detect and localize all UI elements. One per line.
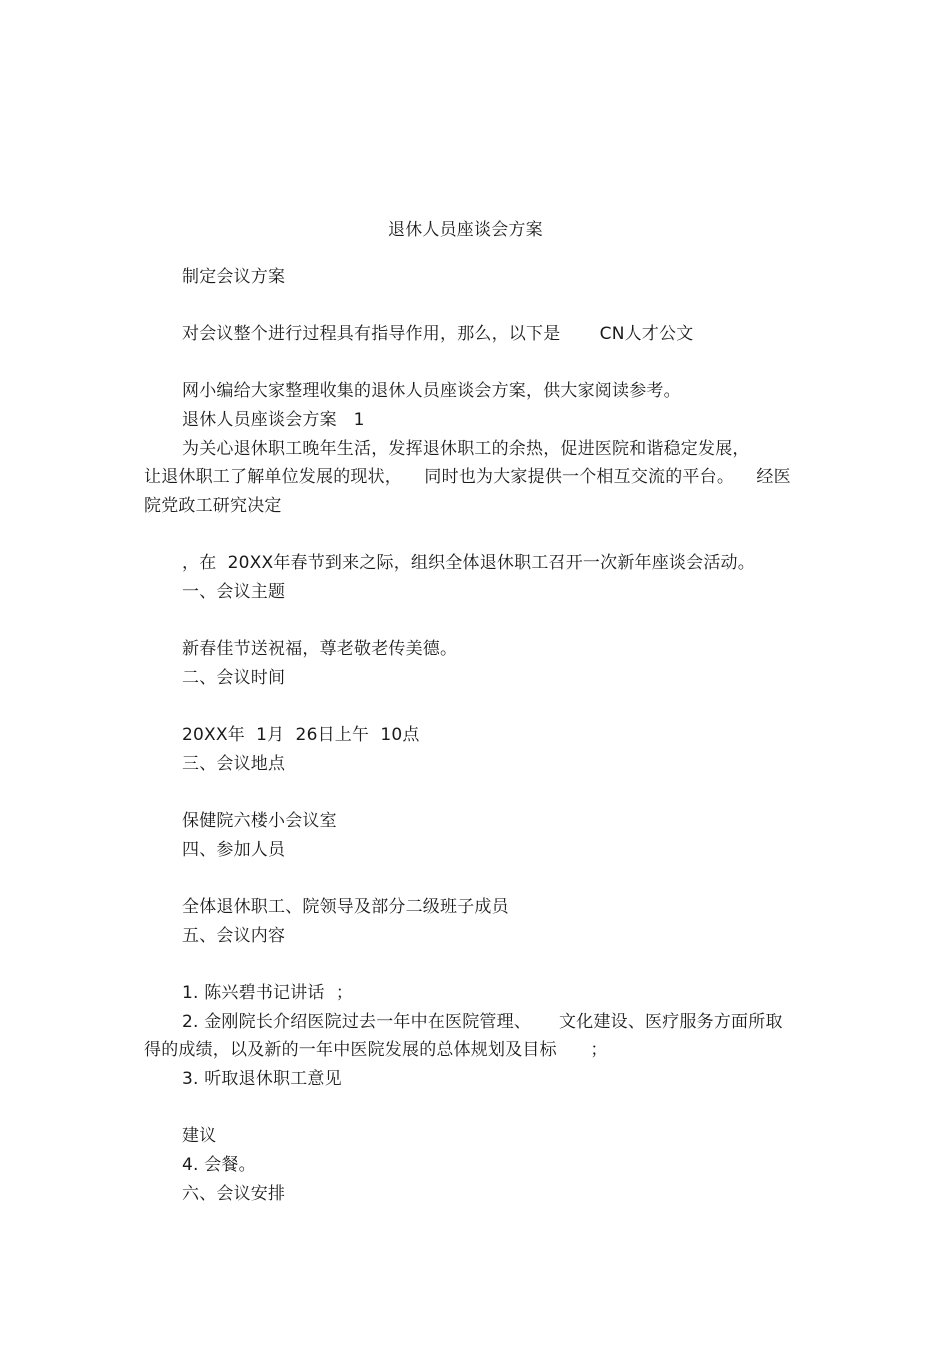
section-heading: 五、会议内容 — [182, 926, 286, 946]
section-heading: 二、会议时间 — [182, 668, 286, 688]
document-title: 退休人员座谈会方案 — [388, 220, 543, 240]
section-heading: 一、会议主题 — [182, 582, 286, 602]
text-line: 新春佳节送祝福，尊老敬老传美德。 — [182, 639, 458, 659]
section-heading: 三、会议地点 — [182, 754, 286, 774]
text-line: 保健院六楼小会议室 — [182, 811, 337, 831]
text-line: 全体退休职工、院领导及部分二级班子成员 — [182, 897, 509, 917]
text-line: 制定会议方案 — [182, 267, 286, 287]
text-line: 得的成绩，以及新的一年中医院发展的总体规划及目标 ； — [144, 1040, 608, 1060]
section-heading: 六、会议安排 — [182, 1184, 286, 1204]
text-line: 对会议整个进行过程具有指导作用，那么，以下是 CN人才公文 — [182, 324, 694, 344]
text-line: 网小编给大家整理收集的退休人员座谈会方案，供大家阅读参考。 — [182, 381, 681, 401]
list-item: 2. 金刚院长介绍医院过去一年中在医院管理、 文化建设、医疗服务方面所取 — [182, 1012, 783, 1032]
text-line: 为关心退休职工晚年生活，发挥退休职工的余热，促进医院和谐稳定发展， — [182, 439, 750, 459]
list-item: 3. 听取退休职工意见 — [182, 1069, 342, 1089]
text-line: 院党政工研究决定 — [144, 496, 282, 516]
text-line: ，在 20XX年春节到来之际，组织全体退休职工召开一次新年座谈会活动。 — [182, 553, 755, 573]
text-line: 建议 — [182, 1126, 217, 1146]
text-line: 让退休职工了解单位发展的现状， 同时也为大家提供一个相互交流的平台。 经医 — [144, 467, 791, 487]
section-heading: 退休人员座谈会方案 1 — [182, 410, 365, 430]
section-heading: 四、参加人员 — [182, 840, 286, 860]
list-item: 4. 会餐。 — [182, 1155, 256, 1175]
list-item: 1. 陈兴碧书记讲话 ； — [182, 983, 354, 1003]
text-line: 20XX年 1月 26日上午 10点 — [182, 725, 420, 745]
